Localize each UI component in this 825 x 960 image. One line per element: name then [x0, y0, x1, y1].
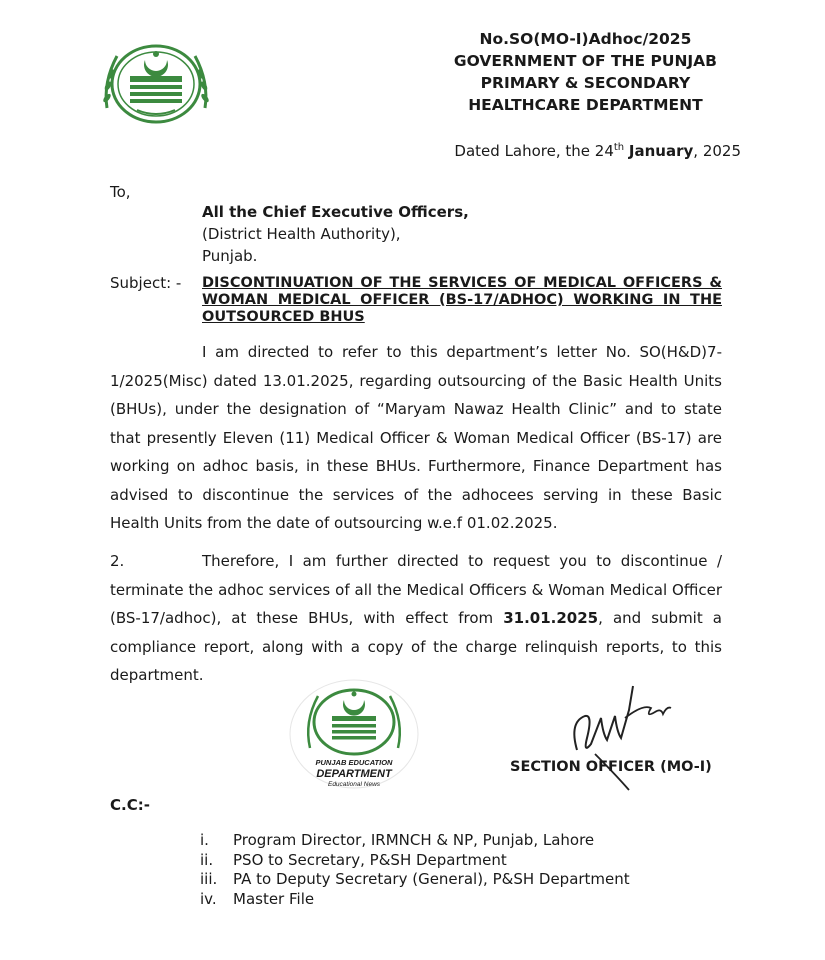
list-item [200, 851, 630, 871]
cc-item-number: iv. [200, 889, 217, 908]
letter-date [454, 138, 741, 161]
para2-text-a: Therefore, I am further directed to request you to discontinue / terminate the adhoc services of all the Medical Officers & Woman Medical Officer (BS-17/adhoc), at these BHUs, with effect from [110, 552, 722, 627]
header-government: GOVERNMENT OF THE PUNJAB [453, 52, 717, 70]
list-item [200, 890, 630, 910]
subject-text: DISCONTINUATION OF THE SERVICES OF MEDICAL OFFICERS & WOMAN MEDICAL OFFICER (BS-17/ADHOC) WORKING IN THE OUTSOURCED BHUS [202, 275, 722, 325]
cc-item-number: ii. [200, 850, 214, 869]
reference-number: No.SO(MO-I)Adhoc/2025 [479, 30, 692, 48]
signature [555, 678, 685, 798]
header-department-line2: HEALTHCARE DEPARTMENT [468, 96, 703, 114]
letter-header [454, 28, 717, 116]
cc-item-number: i. [200, 831, 209, 849]
body-paragraph-2 [110, 547, 722, 690]
to-label: To, [110, 183, 131, 201]
cc-item-text: PSO to Secretary, P&SH Department [233, 850, 507, 869]
government-emblem [97, 38, 215, 128]
list-item [200, 870, 630, 890]
addressee-line3: Punjab. [202, 247, 258, 265]
addressee-name: All the Chief Executive Officers, [202, 203, 469, 221]
date-suffix: th [613, 142, 625, 153]
subject-label: Subject: - [110, 274, 182, 292]
para2-number: 2. [110, 552, 125, 570]
cc-item-number: iii. [200, 870, 218, 888]
stamp-line2: DEPARTMENT [316, 768, 392, 780]
date-month: January [628, 142, 694, 160]
cc-item-text: PA to Deputy Secretary (General), P&SH Department [233, 870, 630, 888]
para1-text: I am directed to refer to this department’s letter No. SO(H&D)7-1/2025(Misc) dated 13.01.2025, regarding outsourcing of the Basic Health Units (BHUs), under the designation of “Maryam Nawaz Health Clinic” and to state that presently Eleven (11) Medical Officer & Woman Medical Officer (BS-17) are working on adhoc basis, in these BHUs. Furthermore, Finance Department has advised to discontinue the services of the adhocees serving in these Basic Health Units from the date of outsourcing w.e.f 01.02.2025. [110, 343, 722, 532]
cc-label: C.C:- [110, 796, 150, 814]
para2-text-b: , and submit a compliance report, along with a copy of the charge relinquish reports, to this department. [110, 609, 722, 684]
addressee-block [202, 201, 469, 267]
date-prefix: Dated Lahore, the 24 [454, 142, 614, 160]
stamp-line3: Educational News [327, 781, 381, 788]
body-paragraph-1 [110, 338, 722, 538]
watermark-stamp [288, 678, 420, 796]
list-item [200, 831, 630, 851]
date-year: , 2025 [693, 142, 741, 160]
cc-item-text: Master File [233, 889, 315, 908]
header-department-line1: PRIMARY & SECONDARY [480, 74, 691, 92]
cc-item-text: Program Director, IRMNCH & NP, Punjab, Lahore [233, 831, 595, 849]
addressee-line2: (District Health Authority), [202, 225, 401, 243]
stamp-line1: PUNJAB EDUCATION [315, 758, 393, 767]
para2-date: 31.01.2025 [503, 609, 599, 627]
signatory-designation: SECTION OFFICER (MO-I) [510, 759, 712, 775]
cc-list [200, 831, 630, 909]
